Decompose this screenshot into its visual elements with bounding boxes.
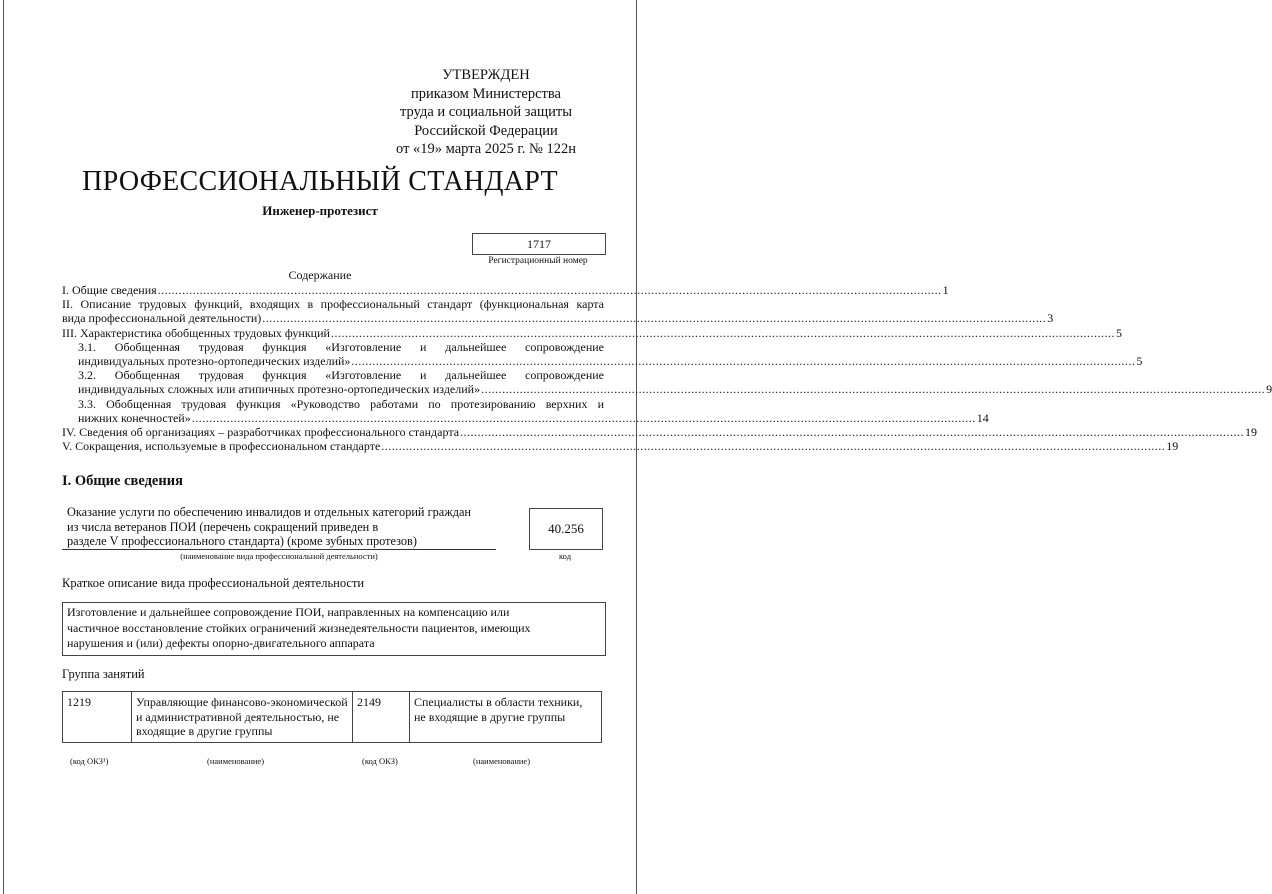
- activity-underline: [62, 549, 496, 550]
- okz-code-label: (код ОКЗ): [362, 756, 398, 766]
- toc-item-text[interactable]: II. Описание трудовых функций, входящих в профессиональный стандарт (функциональная карта: [62, 297, 604, 312]
- toc-item[interactable]: III. Характеристика обобщенных трудовых функций ..... 5: [62, 326, 604, 340]
- occupation-group-table: [62, 691, 602, 743]
- toc-item[interactable]: индивидуальных сложных или атипичных протезно-ортопедических изделий» ..... 9: [62, 382, 604, 396]
- okz-name-label: (наименование): [207, 756, 265, 766]
- toc-item-text[interactable]: 3.3. Обобщенная трудовая функция «Руководство работами по протезированию верхних и: [78, 396, 604, 411]
- okz-code-label: (код ОКЗ¹): [70, 756, 109, 766]
- approval-block: [388, 66, 584, 159]
- okz-name-cell: Специалисты в области техники, не входящие в другие группы: [410, 692, 602, 743]
- activity-code-label: код: [558, 551, 572, 561]
- toc-item[interactable]: нижних конечностей» ..... 14: [62, 411, 604, 425]
- page-border-left: [3, 0, 4, 894]
- okz-code-cell: 1219: [63, 692, 132, 743]
- activity-code-box: 40.256: [529, 508, 603, 550]
- toc-item[interactable]: V. Сокращения, используемые в профессиональном стандарте ..... 19: [62, 439, 604, 453]
- approval-line: труда и социальной защиты: [400, 104, 572, 121]
- toc-item-text[interactable]: 3.2. Обобщенная трудовая функция «Изготовление и дальнейшее сопровождение: [78, 368, 604, 383]
- section-heading: I. Общие сведения: [62, 473, 183, 489]
- activity-name: Оказание услуги по обеспечению инвалидов и отдельных категорий граждан из числа ветеранов ПОИ (перечень сокращений приведен в разделе V профессионального стандарта) (кроме зубных протезов): [67, 505, 472, 549]
- approval-line: УТВЕРЖДЕН: [442, 67, 530, 83]
- activity-name-label: (наименование вида профессиональной деятельности): [180, 551, 378, 561]
- approval-line: Российской Федерации: [414, 122, 558, 139]
- occupation-group-heading: Группа занятий: [62, 667, 145, 681]
- toc-item[interactable]: индивидуальных протезно-ортопедических изделий» ..... 5: [62, 354, 604, 368]
- toc-item[interactable]: вида профессиональной деятельности) ..... 3: [62, 311, 604, 325]
- table-of-contents: [62, 283, 1272, 454]
- document-subtitle: Инженер-протезист: [262, 203, 378, 218]
- brief-description-box: Изготовление и дальнейшее сопровождение ПОИ, направленных на компенсацию или частичное восстановление стойких ограничений жизнедеятельности пациентов, имеющих нарушения и (или) дефекты опорно-двигательного аппарата: [62, 602, 606, 656]
- toc-item-text[interactable]: 3.1. Обобщенная трудовая функция «Изготовление и дальнейшее сопровождение: [78, 339, 604, 354]
- approval-line: приказом Министерства: [411, 85, 561, 102]
- brief-description-heading: Краткое описание вида профессиональной деятельности: [62, 576, 365, 590]
- okz-name-label: (наименование): [473, 756, 531, 766]
- registration-number-box: 1717: [472, 233, 606, 255]
- table-row: [63, 692, 602, 743]
- okz-name-cell: Управляющие финансово-экономической и административной деятельностью, не входящие в другие группы: [132, 692, 353, 743]
- approval-line: от «19» марта 2025 г. № 122н: [396, 141, 576, 158]
- okz-code-cell: 2149: [353, 692, 410, 743]
- toc-item[interactable]: IV. Сведения об организациях – разработчиках профессионального стандарта ..... 19: [62, 425, 604, 439]
- toc-item[interactable]: I. Общие сведения ..... 1: [62, 283, 604, 297]
- toc-title: Содержание: [288, 268, 352, 282]
- registration-number-label: Регистрационный номер: [488, 256, 588, 266]
- document-title: ПРОФЕССИОНАЛЬНЫЙ СТАНДАРТ: [82, 166, 558, 197]
